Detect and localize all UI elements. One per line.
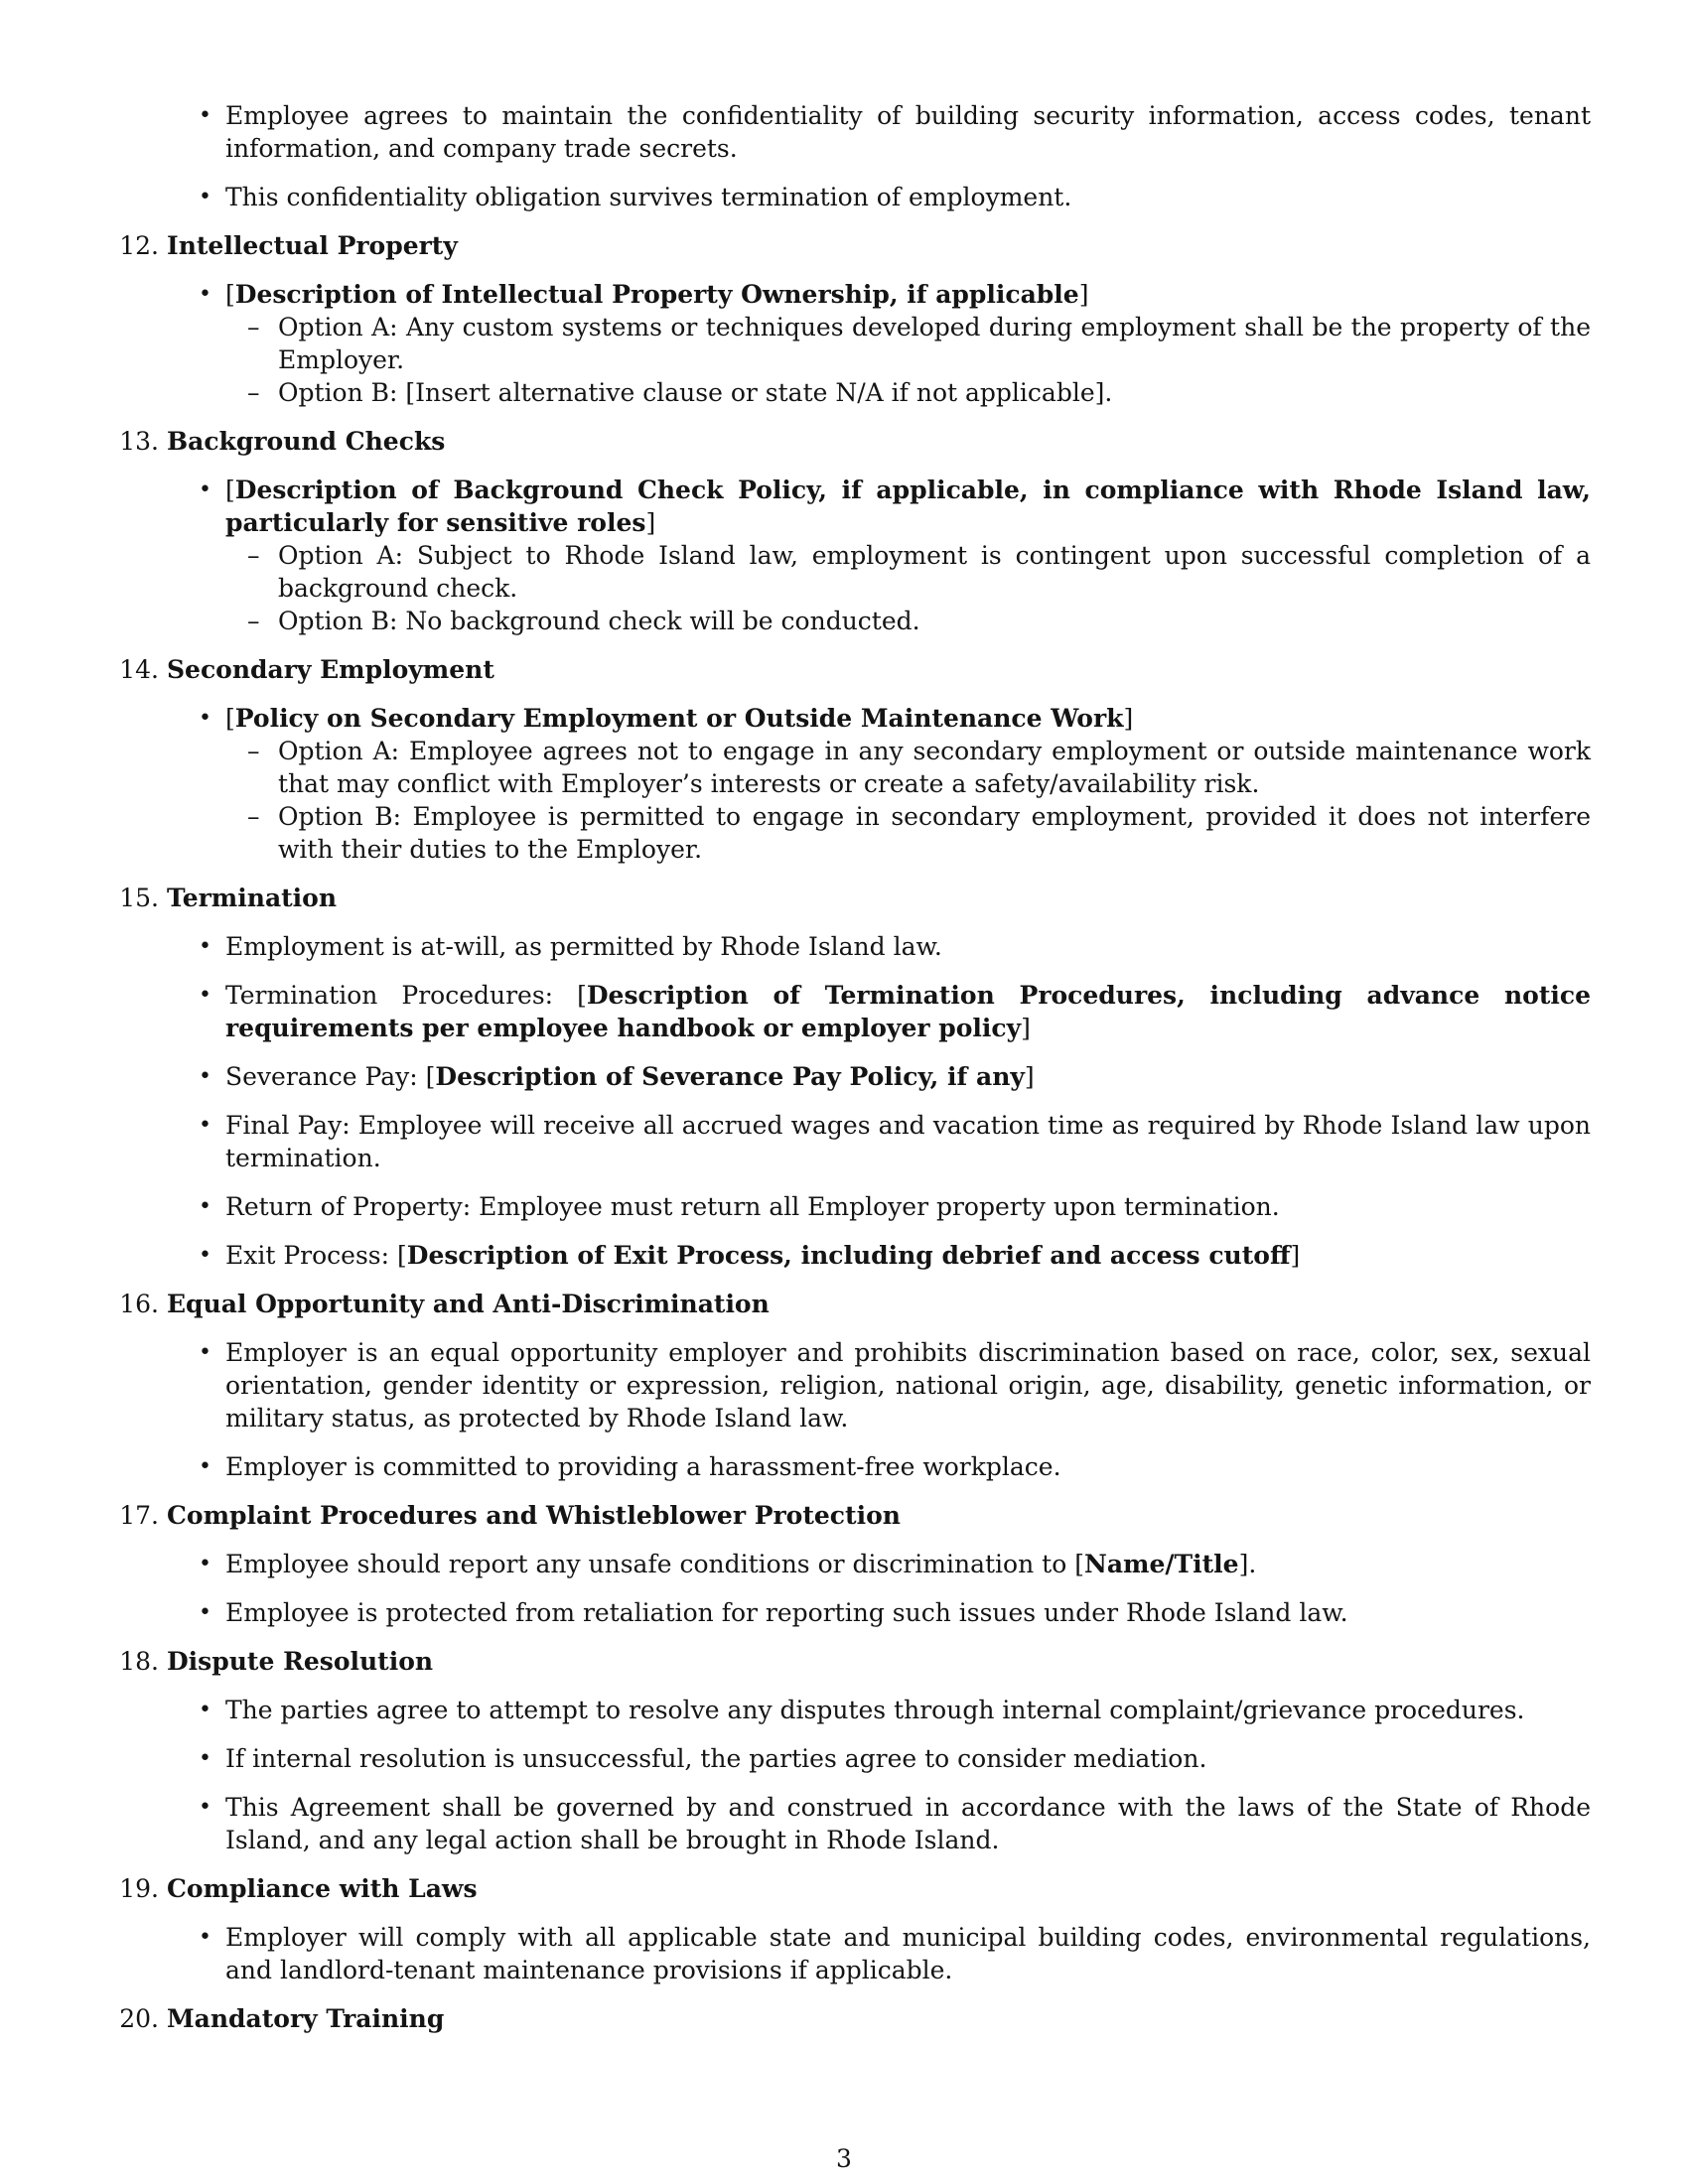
bracket: [ [225, 280, 235, 309]
item-label: Termination Procedures: [225, 981, 578, 1010]
bullet-list [114, 1336, 1591, 1483]
list-item [114, 474, 1591, 637]
section-heading [114, 425, 1591, 458]
list-item [114, 1060, 1591, 1093]
list-item: • The parties agree to attempt to resolve any disputes through internal complaint/grievance procedures. [114, 1694, 1591, 1726]
placeholder-text: Name/Title [1083, 1550, 1239, 1578]
section-mandatory-training [114, 2002, 1591, 2035]
item-text: Employee should report any unsafe conditions or discrimination to [225, 1550, 1075, 1578]
list-item: • This confidentiality obligation survives termination of employment. [114, 181, 1591, 213]
option-item: – Option A: Employee agrees not to engage in any secondary employment or outside maintenance work that may conflict with Employer’s interests or create a safety/availability risk. [225, 735, 1591, 800]
section-title: Mandatory Training [167, 2004, 445, 2033]
bullet-list [114, 278, 1591, 409]
placeholder-text: Description of Intellectual Property Ownership, if applicable [234, 280, 1079, 309]
bracket: ] [1123, 704, 1134, 733]
placeholder-text: Description of Termination Procedures, including advance notice requirements per employee handbook or employer policy [225, 981, 1591, 1042]
list-item: • Employer will comply with all applicable state and municipal building codes, environmental regulations, and landlord-tenant maintenance provisions if applicable. [114, 1921, 1591, 1986]
bracket: ]. [1238, 1550, 1257, 1578]
section-title: Complaint Procedures and Whistleblower Protection [167, 1501, 901, 1530]
bracket: [ [425, 1062, 436, 1091]
section-title: Dispute Resolution [167, 1647, 434, 1676]
list-item: • Employer is committed to providing a harassment-free workplace. [114, 1450, 1591, 1483]
section-number: 20. [119, 2004, 159, 2033]
list-item: • This Agreement shall be governed by and construed in accordance with the laws of the State of Rhode Island, and any legal action shall be brought in Rhode Island. [114, 1791, 1591, 1856]
bracket: ] [1024, 1062, 1035, 1091]
section-heading [114, 1645, 1591, 1678]
option-list [225, 735, 1591, 866]
list-item: • Employer is an equal opportunity employer and prohibits discrimination based on race, color, sex, sexual orientation, gender identity or expression, religion, national origin, age, disability, genetic information, or military status, as protected by Rhode Island law. [114, 1336, 1591, 1434]
section-heading [114, 1499, 1591, 1532]
section-number: 19. [119, 1874, 159, 1903]
section-number: 12. [119, 231, 159, 260]
bullet-list [114, 1548, 1591, 1629]
placeholder-text: Description of Severance Pay Policy, if any [435, 1062, 1025, 1091]
section-number: 15. [119, 884, 159, 912]
placeholder-text: Description of Background Check Policy, if applicable, in compliance with Rhode Island law, particularly for sensitive roles [225, 476, 1591, 537]
section-compliance-with-laws [114, 1872, 1591, 1986]
list-item: • Return of Property: Employee must return all Employer property upon termination. [114, 1190, 1591, 1223]
list-item [114, 979, 1591, 1044]
section-number: 16. [119, 1290, 159, 1318]
section-equal-opportunity [114, 1288, 1591, 1483]
confidentiality-bullets [114, 99, 1591, 213]
item-label: Exit Process: [225, 1241, 397, 1270]
placeholder-text: Description of Exit Process, including debrief and access cutoff [406, 1241, 1291, 1270]
bullet-list [114, 474, 1591, 637]
section-title: Compliance with Laws [167, 1874, 478, 1903]
section-heading [114, 2002, 1591, 2035]
bracket: ] [1290, 1241, 1301, 1270]
bracket: ] [645, 508, 656, 537]
list-item: • Employee agrees to maintain the confidentiality of building security information, access codes, tenant information, and company trade secrets. [114, 99, 1591, 165]
section-heading [114, 229, 1591, 262]
bracket: [ [225, 704, 235, 733]
list-item [114, 1239, 1591, 1272]
list-item: • If internal resolution is unsuccessful, the parties agree to consider mediation. [114, 1742, 1591, 1775]
bracket: [ [225, 476, 235, 504]
section-title: Intellectual Property [167, 231, 458, 260]
bracket: [ [397, 1241, 407, 1270]
section-background-checks [114, 425, 1591, 637]
option-item: – Option A: Subject to Rhode Island law, employment is contingent upon successful completion of a background check. [225, 539, 1591, 605]
option-item: – Option B: [Insert alternative clause or state N/A if not applicable]. [225, 376, 1591, 409]
section-intellectual-property [114, 229, 1591, 409]
option-item: – Option A: Any custom systems or techniques developed during employment shall be the property of the Employer. [225, 311, 1591, 376]
section-heading [114, 1872, 1591, 1905]
section-secondary-employment [114, 653, 1591, 866]
list-item: • Final Pay: Employee will receive all accrued wages and vacation time as required by Rhode Island law upon termination. [114, 1109, 1591, 1174]
option-item: – Option B: Employee is permitted to engage in secondary employment, provided it does not interfere with their duties to the Employer. [225, 800, 1591, 866]
section-title: Termination [167, 884, 338, 912]
section-complaint-procedures [114, 1499, 1591, 1629]
bullet-list [114, 930, 1591, 1272]
bracket: [ [1074, 1550, 1084, 1578]
section-termination [114, 882, 1591, 1272]
document-body [114, 99, 1591, 2051]
bracket: ] [1078, 280, 1089, 309]
section-heading [114, 882, 1591, 914]
section-number: 13. [119, 427, 159, 456]
page-number: 3 [836, 2144, 852, 2173]
bullet-list [114, 1921, 1591, 1986]
section-heading [114, 653, 1591, 686]
section-title: Background Checks [167, 427, 446, 456]
section-number: 14. [119, 655, 159, 684]
bullet-list [114, 1694, 1591, 1856]
section-title: Equal Opportunity and Anti-Discrimination [167, 1290, 770, 1318]
list-item [114, 1548, 1591, 1580]
section-title: Secondary Employment [167, 655, 494, 684]
option-list [225, 311, 1591, 409]
list-item [114, 702, 1591, 866]
section-number: 17. [119, 1501, 159, 1530]
option-list [225, 539, 1591, 637]
option-item: – Option B: No background check will be conducted. [225, 605, 1591, 637]
list-item: • Employee is protected from retaliation for reporting such issues under Rhode Island law. [114, 1596, 1591, 1629]
bracket: [ [577, 981, 587, 1010]
bullet-list [114, 702, 1591, 866]
item-label: Severance Pay: [225, 1062, 426, 1091]
list-item: • Employment is at-will, as permitted by Rhode Island law. [114, 930, 1591, 963]
bracket: ] [1021, 1014, 1031, 1042]
section-dispute-resolution [114, 1645, 1591, 1856]
list-item [114, 278, 1591, 409]
section-heading [114, 1288, 1591, 1320]
placeholder-text: Policy on Secondary Employment or Outside Maintenance Work [234, 704, 1124, 733]
section-number: 18. [119, 1647, 159, 1676]
